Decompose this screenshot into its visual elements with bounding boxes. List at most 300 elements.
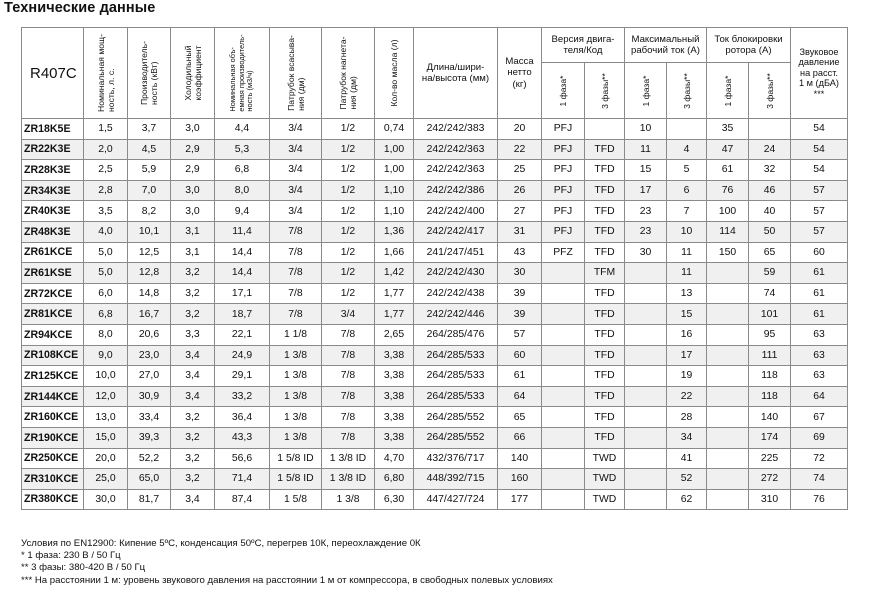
table-cell xyxy=(542,366,585,387)
table-cell: 264/285/533 xyxy=(414,386,498,407)
table-cell: 63 xyxy=(791,345,848,366)
table-cell: 74 xyxy=(791,469,848,490)
table-cell: 3,38 xyxy=(375,407,414,428)
table-cell: 12,5 xyxy=(128,242,171,263)
model-cell: ZR94KCE xyxy=(22,324,84,345)
table-cell xyxy=(625,324,667,345)
table-cell: 1,66 xyxy=(375,242,414,263)
table-cell xyxy=(707,366,749,387)
table-cell: 36,4 xyxy=(215,407,270,428)
table-cell: 30 xyxy=(498,263,542,284)
table-cell: 1/2 xyxy=(322,263,375,284)
table-cell: 3,4 xyxy=(171,386,215,407)
table-cell: 7/8 xyxy=(270,283,322,304)
table-cell: 264/285/533 xyxy=(414,345,498,366)
table-cell: TFD xyxy=(585,304,625,325)
table-cell xyxy=(707,283,749,304)
header-mass: Масса нетто (кг) xyxy=(498,28,542,119)
table-cell: 177 xyxy=(498,489,542,510)
technical-data-table xyxy=(21,27,848,510)
header-lrc-1phase: 1 фаза* xyxy=(707,63,749,119)
table-cell xyxy=(625,366,667,387)
model-cell: ZR81KCE xyxy=(22,304,84,325)
table-cell: 3,2 xyxy=(171,304,215,325)
table-cell: 242/242/400 xyxy=(414,201,498,222)
table-cell: 3,0 xyxy=(171,180,215,201)
header-discharge: Патрубок нагнета- ния (дм) xyxy=(322,28,375,119)
table-cell: PFJ xyxy=(542,180,585,201)
table-cell: 8,0 xyxy=(84,324,128,345)
table-cell xyxy=(707,489,749,510)
table-cell: 61 xyxy=(791,263,848,284)
table-row xyxy=(22,469,848,490)
table-cell: 1/2 xyxy=(322,180,375,201)
table-cell: 24 xyxy=(749,139,791,160)
table-cell: 1,10 xyxy=(375,180,414,201)
table-cell: 264/285/552 xyxy=(414,407,498,428)
table-cell: 59 xyxy=(749,263,791,284)
table-cell: 1,36 xyxy=(375,221,414,242)
table-cell: 71,4 xyxy=(215,469,270,490)
table-cell: 241/247/451 xyxy=(414,242,498,263)
table-cell: 64 xyxy=(498,386,542,407)
table-cell: 40 xyxy=(749,201,791,222)
table-cell: 242/242/386 xyxy=(414,180,498,201)
table-cell: TFD xyxy=(585,366,625,387)
table-cell: 22,1 xyxy=(215,324,270,345)
table-cell: 3/4 xyxy=(270,160,322,181)
model-cell: ZR61KSE xyxy=(22,263,84,284)
table-cell: 1 3/8 xyxy=(270,386,322,407)
table-cell: 43,3 xyxy=(215,427,270,448)
table-cell: 30,0 xyxy=(84,489,128,510)
table-cell: 63 xyxy=(791,324,848,345)
header-sound-pressure: Звуковое давление на расст. 1 м (дБА) *** xyxy=(791,28,848,119)
table-cell: 13,0 xyxy=(84,407,128,428)
table-cell xyxy=(707,324,749,345)
table-cell: 1/2 xyxy=(322,160,375,181)
table-cell: 8,2 xyxy=(128,201,171,222)
table-cell: 1,77 xyxy=(375,283,414,304)
table-cell: 1,00 xyxy=(375,139,414,160)
table-cell: 26 xyxy=(498,180,542,201)
table-cell: 10,0 xyxy=(84,366,128,387)
table-cell: 22 xyxy=(667,386,707,407)
table-row xyxy=(22,345,848,366)
table-cell: 242/242/438 xyxy=(414,283,498,304)
table-cell: TFD xyxy=(585,407,625,428)
table-cell: 160 xyxy=(498,469,542,490)
table-cell: 17 xyxy=(625,180,667,201)
table-row xyxy=(22,407,848,428)
table-cell: 16,7 xyxy=(128,304,171,325)
table-cell: 3,4 xyxy=(171,489,215,510)
table-cell: TFD xyxy=(585,139,625,160)
table-row xyxy=(22,366,848,387)
model-cell: ZR40K3E xyxy=(22,201,84,222)
table-cell: 65 xyxy=(749,242,791,263)
table-cell: 264/285/476 xyxy=(414,324,498,345)
table-cell: 242/242/363 xyxy=(414,139,498,160)
table-cell: 57 xyxy=(791,180,848,201)
table-cell: 14,4 xyxy=(215,263,270,284)
table-cell xyxy=(707,345,749,366)
table-cell: 432/376/717 xyxy=(414,448,498,469)
table-cell: 3,1 xyxy=(171,242,215,263)
table-cell: 15,0 xyxy=(84,427,128,448)
model-cell: ZR250KCE xyxy=(22,448,84,469)
table-cell: 16 xyxy=(667,324,707,345)
table-cell: 30,9 xyxy=(128,386,171,407)
model-cell: ZR22K3E xyxy=(22,139,84,160)
table-cell: 5 xyxy=(667,160,707,181)
table-cell: 15 xyxy=(667,304,707,325)
table-row xyxy=(22,160,848,181)
table-cell: 310 xyxy=(749,489,791,510)
table-cell: TFD xyxy=(585,324,625,345)
header-suction: Патрубок всасыва- ния (дм) xyxy=(270,28,322,119)
table-row xyxy=(22,324,848,345)
header-cop: Холодильный коэффициент xyxy=(171,28,215,119)
table-cell: 3,5 xyxy=(84,201,128,222)
table-cell: 25 xyxy=(498,160,542,181)
table-cell: 1/2 xyxy=(322,242,375,263)
table-cell: 100 xyxy=(707,201,749,222)
table-cell: 28 xyxy=(667,407,707,428)
table-cell: TWD xyxy=(585,469,625,490)
table-cell: 4,5 xyxy=(128,139,171,160)
table-cell: 2,9 xyxy=(171,160,215,181)
table-cell: 61 xyxy=(498,366,542,387)
table-cell: 43 xyxy=(498,242,542,263)
table-cell xyxy=(542,448,585,469)
model-cell: ZR125KCE xyxy=(22,366,84,387)
table-cell: 54 xyxy=(791,139,848,160)
table-cell: TWD xyxy=(585,448,625,469)
table-cell: 12,8 xyxy=(128,263,171,284)
table-cell: TFD xyxy=(585,427,625,448)
table-cell: 140 xyxy=(498,448,542,469)
table-cell xyxy=(707,427,749,448)
table-cell: 1 3/8 xyxy=(270,427,322,448)
model-cell: ZR48K3E xyxy=(22,221,84,242)
header-motor-version: Версия двига- теля/Код xyxy=(542,28,625,63)
table-cell: 11 xyxy=(667,242,707,263)
table-cell: 32 xyxy=(749,160,791,181)
table-cell: 66 xyxy=(498,427,542,448)
table-cell: 11 xyxy=(667,263,707,284)
table-cell: 6 xyxy=(667,180,707,201)
table-row xyxy=(22,427,848,448)
table-cell: 3/4 xyxy=(270,119,322,140)
table-cell: 23 xyxy=(625,221,667,242)
model-cell: ZR28K3E xyxy=(22,160,84,181)
table-cell xyxy=(707,407,749,428)
table-cell xyxy=(625,489,667,510)
table-cell: 1,77 xyxy=(375,304,414,325)
table-cell: 1 3/8 xyxy=(270,366,322,387)
table-cell: 61 xyxy=(707,160,749,181)
table-cell: 72 xyxy=(791,448,848,469)
table-cell: 12,0 xyxy=(84,386,128,407)
header-capacity: Производитель- ность (кВт) xyxy=(128,28,171,119)
table-cell: 7/8 xyxy=(270,304,322,325)
table-cell: 95 xyxy=(749,324,791,345)
table-cell xyxy=(542,427,585,448)
table-cell: 1/2 xyxy=(322,139,375,160)
table-cell: 174 xyxy=(749,427,791,448)
refrigerant-label: R407C xyxy=(22,28,84,119)
table-cell xyxy=(625,427,667,448)
table-cell: 118 xyxy=(749,386,791,407)
table-cell: 23,0 xyxy=(128,345,171,366)
table-cell: 2,5 xyxy=(84,160,128,181)
table-cell: 6,8 xyxy=(84,304,128,325)
table-cell: 3,2 xyxy=(171,427,215,448)
table-cell xyxy=(625,469,667,490)
table-cell: 57 xyxy=(791,201,848,222)
table-cell: 7/8 xyxy=(322,386,375,407)
table-cell: 47 xyxy=(707,139,749,160)
table-cell: TFD xyxy=(585,242,625,263)
table-cell: 76 xyxy=(707,180,749,201)
table-cell xyxy=(542,489,585,510)
table-row xyxy=(22,119,848,140)
table-cell: TFD xyxy=(585,345,625,366)
table-cell: 57 xyxy=(791,221,848,242)
table-cell: 1 3/8 ID xyxy=(322,469,375,490)
table-cell xyxy=(625,345,667,366)
table-cell xyxy=(542,386,585,407)
table-cell: 3,38 xyxy=(375,366,414,387)
table-cell: 111 xyxy=(749,345,791,366)
header-locked-rotor-current: Ток блокировки ротора (А) xyxy=(707,28,791,63)
table-cell xyxy=(625,386,667,407)
header-oil: Кол-во масла (л) xyxy=(375,28,414,119)
header-current-3phase: 3 фазы** xyxy=(667,63,707,119)
table-cell: 8,0 xyxy=(215,180,270,201)
table-cell: 61 xyxy=(791,283,848,304)
table-cell xyxy=(542,324,585,345)
footnote-sound: *** На расстоянии 1 м: уровень звукового давления на расстоянии 1 м от компрессора, в свободных полевых условиях xyxy=(21,574,553,586)
table-cell: 7/8 xyxy=(270,221,322,242)
table-cell: 1 1/8 xyxy=(270,324,322,345)
page-title: Технические данные xyxy=(4,0,156,16)
table-cell: 33,2 xyxy=(215,386,270,407)
table-cell: 27 xyxy=(498,201,542,222)
table-cell: 6,80 xyxy=(375,469,414,490)
table-cell: 25,0 xyxy=(84,469,128,490)
table-cell: 52,2 xyxy=(128,448,171,469)
model-cell: ZR18K5E xyxy=(22,119,84,140)
table-cell: 118 xyxy=(749,366,791,387)
table-cell: PFJ xyxy=(542,160,585,181)
table-cell xyxy=(542,407,585,428)
header-max-current: Максимальный рабочий ток (А) xyxy=(625,28,707,63)
table-cell: 1 5/8 ID xyxy=(270,448,322,469)
table-row xyxy=(22,139,848,160)
table-cell: 14,4 xyxy=(215,242,270,263)
table-cell: 39,3 xyxy=(128,427,171,448)
table-cell: 35 xyxy=(707,119,749,140)
table-cell: 114 xyxy=(707,221,749,242)
footnotes xyxy=(21,538,553,587)
table-cell xyxy=(542,304,585,325)
table-cell: 46 xyxy=(749,180,791,201)
table-cell: 3,2 xyxy=(171,448,215,469)
table-cell xyxy=(542,263,585,284)
table-cell: 33,4 xyxy=(128,407,171,428)
table-cell: 264/285/533 xyxy=(414,366,498,387)
table-cell: 41 xyxy=(667,448,707,469)
table-cell xyxy=(625,263,667,284)
table-cell: 1 5/8 xyxy=(270,489,322,510)
table-cell: 3,38 xyxy=(375,427,414,448)
table-row xyxy=(22,489,848,510)
model-cell: ZR72KCE xyxy=(22,283,84,304)
table-cell: 7/8 xyxy=(322,427,375,448)
table-cell: 17 xyxy=(667,345,707,366)
table-cell: 5,0 xyxy=(84,263,128,284)
table-cell: 57 xyxy=(498,324,542,345)
table-cell: 9,0 xyxy=(84,345,128,366)
table-cell: 13 xyxy=(667,283,707,304)
table-cell: 15 xyxy=(625,160,667,181)
table-cell xyxy=(625,283,667,304)
table-cell: 272 xyxy=(749,469,791,490)
table-cell: 29,1 xyxy=(215,366,270,387)
table-cell: 69 xyxy=(791,427,848,448)
model-cell: ZR380KCE xyxy=(22,489,84,510)
header-hp: Номинальная мощ- ность, л. с. xyxy=(84,28,128,119)
table-cell xyxy=(542,469,585,490)
table-cell: 24,9 xyxy=(215,345,270,366)
table-cell: 264/285/552 xyxy=(414,427,498,448)
table-cell: TFM xyxy=(585,263,625,284)
table-cell: 1 3/8 xyxy=(322,489,375,510)
table-cell: 34 xyxy=(667,427,707,448)
table-cell: 6,0 xyxy=(84,283,128,304)
table-cell xyxy=(707,469,749,490)
table-cell xyxy=(625,304,667,325)
table-cell: 150 xyxy=(707,242,749,263)
table-cell: 39 xyxy=(498,283,542,304)
table-cell: TFD xyxy=(585,180,625,201)
table-cell: 2,65 xyxy=(375,324,414,345)
table-cell: 1,10 xyxy=(375,201,414,222)
table-cell: 65,0 xyxy=(128,469,171,490)
table-cell xyxy=(707,448,749,469)
table-cell: 3,2 xyxy=(171,263,215,284)
table-cell xyxy=(749,119,791,140)
table-cell: 7/8 xyxy=(322,345,375,366)
table-cell: 1 3/8 ID xyxy=(322,448,375,469)
table-cell xyxy=(707,263,749,284)
table-row xyxy=(22,386,848,407)
table-cell: 3,2 xyxy=(171,407,215,428)
table-cell: 3,2 xyxy=(171,469,215,490)
table-cell: 7/8 xyxy=(270,263,322,284)
table-cell: 448/392/715 xyxy=(414,469,498,490)
table-cell: 60 xyxy=(791,242,848,263)
table-cell: 242/242/417 xyxy=(414,221,498,242)
table-cell: TFD xyxy=(585,221,625,242)
model-cell: ZR190KCE xyxy=(22,427,84,448)
table-cell: 7/8 xyxy=(270,242,322,263)
table-cell: 5,0 xyxy=(84,242,128,263)
table-cell: 1 5/8 ID xyxy=(270,469,322,490)
table-cell: 4,0 xyxy=(84,221,128,242)
table-cell: PFZ xyxy=(542,242,585,263)
table-cell: 7/8 xyxy=(322,324,375,345)
table-cell: 74 xyxy=(749,283,791,304)
table-cell: TFD xyxy=(585,386,625,407)
table-cell: 242/242/446 xyxy=(414,304,498,325)
table-row xyxy=(22,283,848,304)
table-cell: 76 xyxy=(791,489,848,510)
table-cell: 64 xyxy=(791,386,848,407)
table-cell: 5,9 xyxy=(128,160,171,181)
table-cell: 3,1 xyxy=(171,221,215,242)
table-cell: 10 xyxy=(667,221,707,242)
table-row xyxy=(22,201,848,222)
table-cell: 3,38 xyxy=(375,345,414,366)
table-cell: 3/4 xyxy=(270,180,322,201)
table-cell: 242/242/363 xyxy=(414,160,498,181)
table-cell: 3,3 xyxy=(171,324,215,345)
table-row xyxy=(22,448,848,469)
table-cell: 7/8 xyxy=(322,366,375,387)
table-cell: 1,42 xyxy=(375,263,414,284)
table-cell: 87,4 xyxy=(215,489,270,510)
table-cell: 101 xyxy=(749,304,791,325)
table-cell: 2,8 xyxy=(84,180,128,201)
table-cell: 3,0 xyxy=(171,201,215,222)
table-cell: 19 xyxy=(667,366,707,387)
table-cell: 1/2 xyxy=(322,283,375,304)
table-cell: 447/427/724 xyxy=(414,489,498,510)
table-cell: 242/242/430 xyxy=(414,263,498,284)
table-cell xyxy=(542,283,585,304)
table-cell: 3,4 xyxy=(171,366,215,387)
table-cell: TFD xyxy=(585,283,625,304)
table-cell: 20 xyxy=(498,119,542,140)
table-cell: 54 xyxy=(791,119,848,140)
table-cell: 3,7 xyxy=(128,119,171,140)
table-cell: 4,70 xyxy=(375,448,414,469)
table-cell xyxy=(585,119,625,140)
table-cell: 65 xyxy=(498,407,542,428)
table-cell: 50 xyxy=(749,221,791,242)
table-cell: 62 xyxy=(667,489,707,510)
table-cell: 3/4 xyxy=(270,139,322,160)
table-cell: 0,74 xyxy=(375,119,414,140)
table-cell: 1/2 xyxy=(322,119,375,140)
table-cell: TFD xyxy=(585,160,625,181)
table-cell: 3,0 xyxy=(171,119,215,140)
table-cell: 81,7 xyxy=(128,489,171,510)
table-cell: 63 xyxy=(791,366,848,387)
table-cell: PFJ xyxy=(542,139,585,160)
table-cell: 1 3/8 xyxy=(270,407,322,428)
table-cell: 2,9 xyxy=(171,139,215,160)
footnote-3phase: ** 3 фазы: 380-420 В / 50 Гц xyxy=(21,562,146,574)
table-cell: 52 xyxy=(667,469,707,490)
table-cell: 3,2 xyxy=(171,283,215,304)
table-row xyxy=(22,304,848,325)
model-cell: ZR144KCE xyxy=(22,386,84,407)
table-cell: 140 xyxy=(749,407,791,428)
